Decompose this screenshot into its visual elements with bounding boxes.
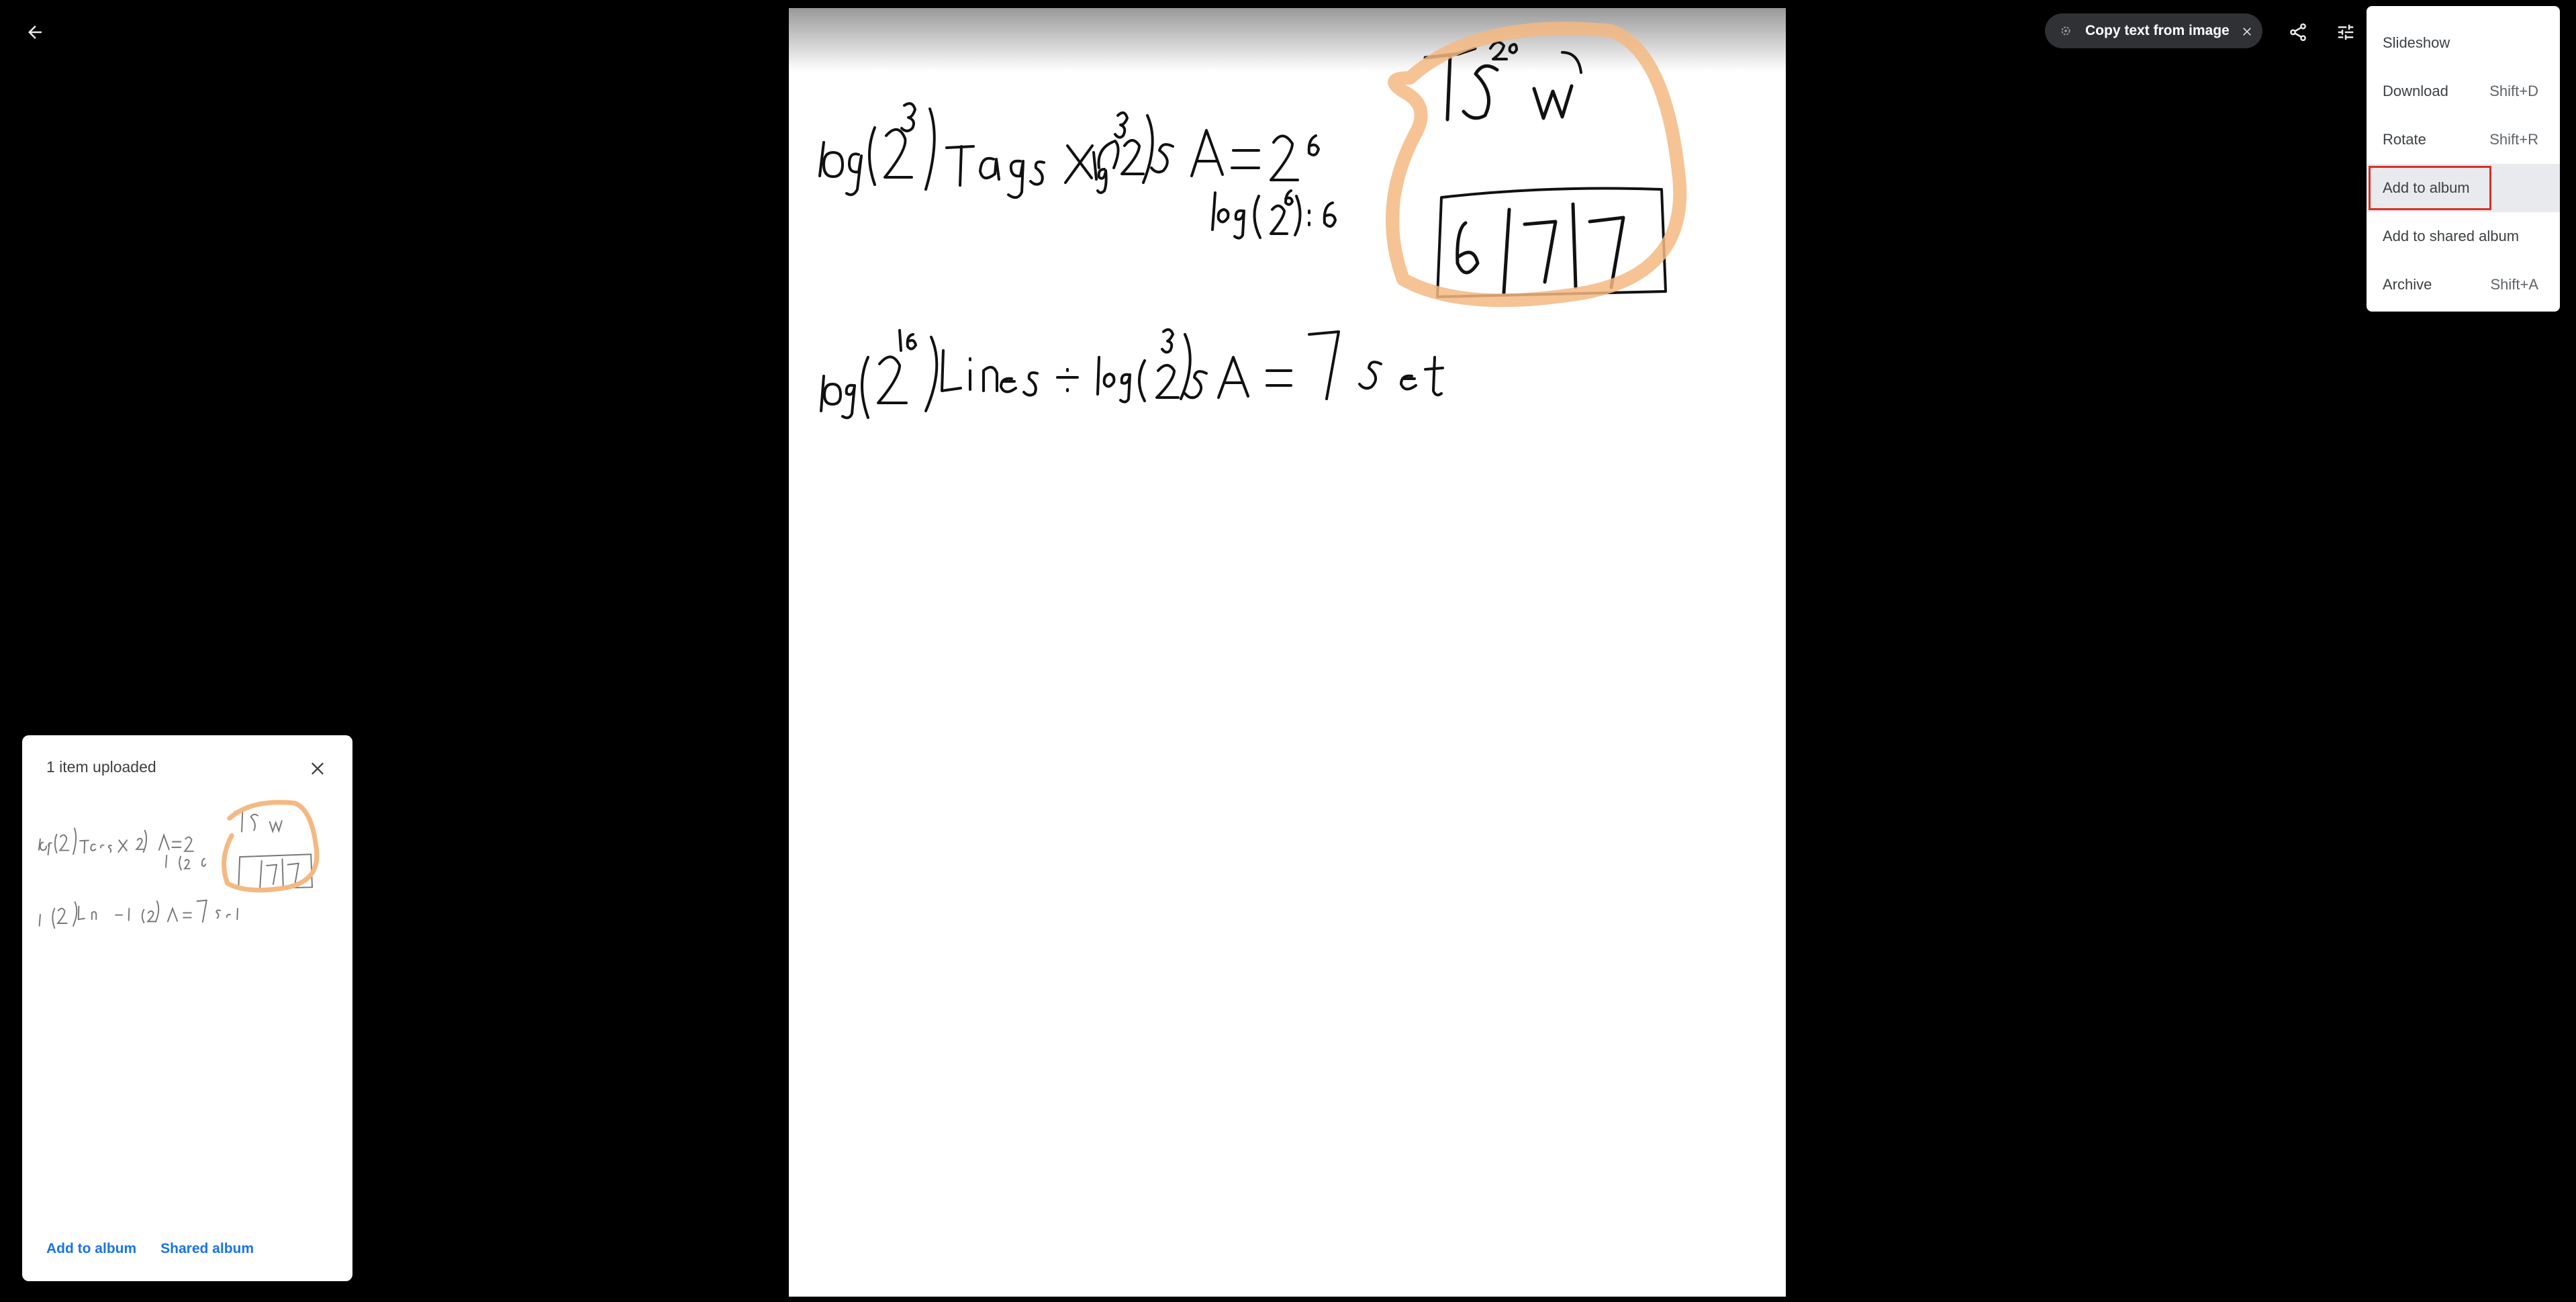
copy-text-chip[interactable] — [2045, 13, 2262, 48]
menu-item-shortcut: Shift+A — [2490, 276, 2538, 293]
upload-status-panel — [22, 735, 352, 1281]
back-button[interactable] — [16, 13, 54, 51]
copy-text-label: Copy text from image — [2085, 23, 2230, 38]
lens-icon — [2058, 24, 2073, 38]
menu-item-download[interactable] — [2367, 67, 2560, 115]
share-icon — [2288, 22, 2308, 42]
menu-item-label: Slideshow — [2383, 34, 2450, 51]
menu-item-label: Add to shared album — [2383, 228, 2520, 244]
photo-viewer-image — [789, 8, 1786, 1297]
menu-item-add-to-album[interactable] — [2367, 164, 2560, 212]
arrow-back-icon — [25, 22, 45, 42]
shared-album-link[interactable]: Shared album — [160, 1241, 254, 1256]
menu-item-slideshow[interactable] — [2367, 19, 2560, 67]
uploaded-photo-thumbnail[interactable] — [29, 796, 351, 1212]
close-icon — [2241, 25, 2253, 37]
menu-item-label: Archive — [2383, 276, 2432, 293]
edit-button[interactable] — [2327, 13, 2365, 51]
selection-highlight-box — [2369, 166, 2491, 210]
chip-close-button[interactable] — [2241, 25, 2253, 37]
tune-icon — [2336, 22, 2356, 42]
menu-item-label: Download — [2383, 83, 2448, 99]
upload-actions — [46, 1241, 254, 1257]
menu-item-add-to-shared-album[interactable] — [2367, 212, 2560, 261]
menu-item-label: Rotate — [2383, 131, 2426, 148]
upload-panel-close-button[interactable] — [301, 751, 334, 784]
menu-item-shortcut: Shift+D — [2489, 83, 2538, 99]
upload-status-title: 1 item uploaded — [46, 758, 156, 776]
menu-item-archive[interactable] — [2367, 261, 2560, 309]
close-icon — [308, 758, 327, 777]
more-options-menu — [2367, 6, 2560, 312]
add-to-album-link[interactable]: Add to album — [46, 1241, 137, 1256]
menu-item-shortcut: Shift+R — [2489, 131, 2538, 148]
handwritten-notes-drawing — [789, 8, 1786, 1297]
menu-item-rotate[interactable] — [2367, 115, 2560, 164]
menu-item-label: Add to album — [2383, 179, 2470, 196]
share-button[interactable] — [2279, 13, 2317, 51]
